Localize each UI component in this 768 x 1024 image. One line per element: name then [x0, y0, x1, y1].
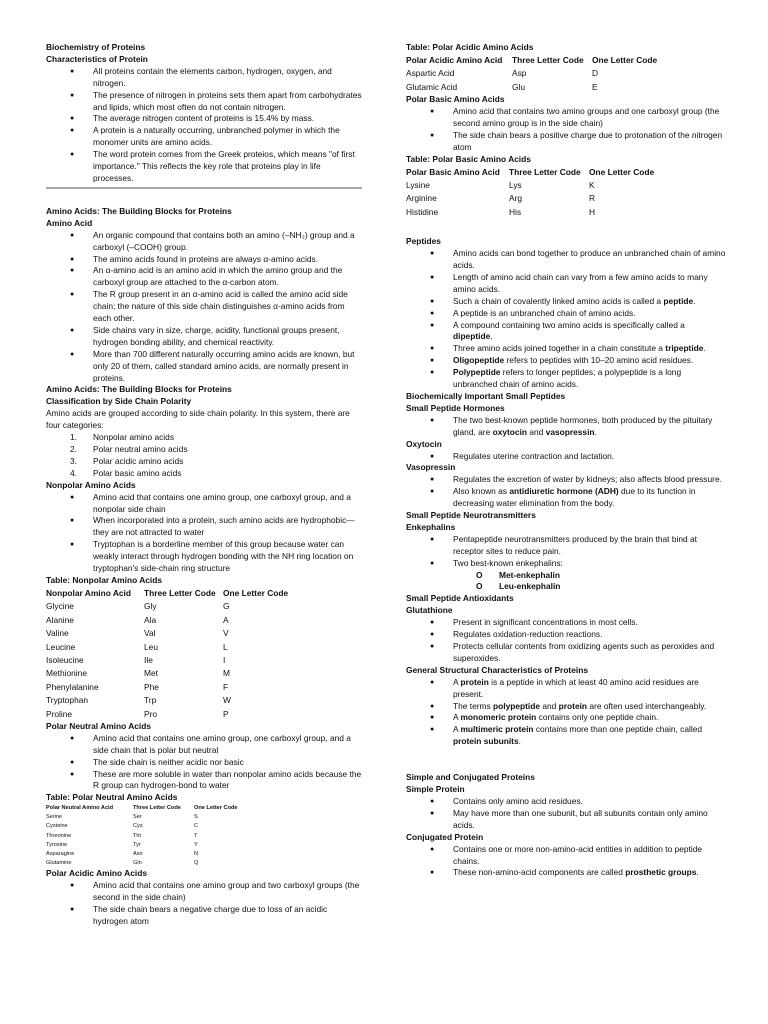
acidic-list — [46, 880, 362, 928]
list-item: ● The average nitrogen content of proteins is 15.4% by mass. — [46, 113, 362, 125]
list-item: ● Regulates the excretion of water by kidneys; also affects blood pressure. — [406, 474, 726, 486]
table-row: Serine Ser S — [46, 814, 198, 821]
enkephalins-heading: Enkephalins — [406, 521, 456, 532]
basic-heading: Polar Basic Amino Acids — [406, 94, 505, 105]
classification-intro: Amino acids are grouped according to side chain polarity. In this system, there are four categories: — [46, 408, 350, 431]
list-item: ● The R group present in an α-amino acid is called the amino acid side chain; the nature of this side chain distinguishes α-amino acids from each other. — [46, 289, 362, 325]
basic-list — [406, 106, 726, 154]
glutathione-heading: Glutathione — [406, 605, 453, 616]
list-item: ● Contains one or more non-amino-acid entities in addition to peptide chains. — [406, 844, 726, 868]
table-row: Phenylalanine Phe F — [46, 681, 229, 692]
list-item: ● When incorporated into a protein, such amino acids are hydrophobic—they are not attracted to water — [46, 515, 362, 539]
list-item: ● The terms polypeptide and protein are often used interchangeably. — [406, 701, 726, 713]
list-item: ● A protein is a peptide in which at least 40 amino acid residues are present. — [406, 677, 726, 701]
classification-list — [46, 432, 362, 480]
table-header-row: Nonpolar Amino Acid Three Letter Code One Letter Code — [46, 587, 289, 598]
list-item: ● Tryptophan is a borderline member of this group because water can weakly interact through hydrogen bonding with the NH ring location on tryptophan's side-chain ring structure — [46, 539, 362, 575]
list-item: ● Amino acid that contains one amino group and two carboxyl groups (the second in the side chain) — [46, 880, 362, 904]
list-item: ● Length of amino acid chain can vary from a few amino acids to many amino acids. — [406, 272, 726, 296]
list-item: ● All proteins contain the elements carbon, hydrogen, oxygen, and nitrogen. — [46, 66, 362, 90]
table-row: Leucine Leu L — [46, 641, 228, 652]
table-row: Glutamic Acid Glu E — [406, 81, 598, 92]
list-item: O Leu-enkephalin — [406, 581, 726, 593]
oxytocin-heading: Oxytocin — [406, 438, 442, 449]
list-item: ● Regulates oxidation-reduction reactions. — [406, 629, 726, 641]
table-row: Histidine His H — [406, 206, 596, 217]
list-item: ● More than 700 different naturally occurring amino acids are known, but only 20 of them, called standard amino acids, are normally present in proteins. — [46, 349, 362, 385]
glutathione-list — [406, 617, 726, 665]
table-row: Tyrosine Tyr Y — [46, 841, 198, 848]
list-item: ● The presence of nitrogen in proteins sets them apart from carbohydrates and lipids, which most often do not contain nitrogen. — [46, 90, 362, 114]
antioxidants-heading: Small Peptide Antioxidants — [406, 593, 514, 604]
list-item: 2. Polar neutral amino acids — [70, 444, 188, 454]
amino-acid-list — [46, 230, 362, 385]
amino-acid-subheading: Amino Acid — [46, 217, 93, 228]
simple-protein-list — [406, 796, 726, 832]
list-item: ● These non-amino-acid components are called prosthetic groups. — [406, 867, 726, 879]
general-list — [406, 677, 726, 748]
enkephalins-list — [406, 534, 726, 570]
peptides-list — [406, 248, 726, 391]
oxytocin-list — [406, 451, 726, 463]
list-item: ● A peptide is an unbranched chain of amino acids. — [406, 308, 726, 320]
table-row: Lysine Lys K — [406, 179, 595, 190]
list-item: ● Regulates uterine contraction and lactation. — [406, 451, 726, 463]
table-row: Aspartic Acid Asp D — [406, 68, 599, 79]
list-item: 1. Nonpolar amino acids — [70, 432, 175, 443]
list-item: O Met-enkephalin — [406, 570, 726, 582]
list-item: ● Side chains vary in size, charge, acidity, functional groups present, hydrogen bonding ability, and chemical reactivity. — [46, 325, 362, 349]
list-item: ● A monomeric protein contains only one peptide chain. — [406, 712, 726, 724]
vasopressin-list — [406, 474, 726, 510]
basic-table — [406, 166, 669, 220]
hormones-list — [406, 415, 726, 439]
acidic-heading: Polar Acidic Amino Acids — [46, 867, 147, 878]
neutral-table-title: Table: Polar Neutral Amino Acids — [46, 792, 178, 803]
list-item: ● Such a chain of covalently linked amino acids is called a peptide. — [406, 296, 726, 308]
table-header-row: Polar Acidic Amino Acid Three Letter Code One Letter Code — [406, 54, 658, 65]
list-item: ● The two best-known peptide hormones, both produced by the pituitary gland, are oxytocin and vasopressin. — [406, 415, 726, 439]
list-item: ● Polypeptide refers to longer peptides; a polypeptide is a long unbranched chain of amino acids. — [406, 367, 726, 391]
list-item: ● An organic compound that contains both an amino (–NH₂) group and a carboxyl (–COOH) group. — [46, 230, 362, 254]
list-item: ● A protein is a naturally occurring, unbranched polymer in which the monomer units are amino acids. — [46, 125, 362, 149]
simple-protein-heading: Simple Protein — [406, 784, 465, 795]
table-row: Methionine Met M — [46, 668, 230, 679]
conjugated-protein-heading: Conjugated Protein — [406, 831, 484, 842]
list-item: ● The side chain is neither acidic nor basic — [46, 757, 362, 769]
list-item: ● Pentapeptide neurotransmitters produced by the brain that bind at receptor sites to reduce pain. — [406, 534, 726, 558]
list-item: ● May have more than one subunit, but all subunits contain only amino acids. — [406, 808, 726, 832]
neurotransmitters-heading: Small Peptide Neurotransmitters — [406, 510, 536, 521]
list-item: ● The side chain bears a positive charge due to protonation of the nitrogen atom — [406, 130, 726, 154]
simple-conjugated-heading: Simple and Conjugated Proteins — [406, 772, 535, 783]
list-item: ● The side chain bears a negative charge due to loss of an acidic hydrogen atom — [46, 904, 362, 928]
left-column — [46, 42, 362, 927]
list-item: 3. Polar acidic amino acids — [70, 455, 184, 466]
table-row: Glycine Gly G — [46, 601, 230, 612]
document-title: Biochemistry of Proteins — [46, 42, 146, 52]
amino-acids-heading: Amino Acids: The Building Blocks for Proteins — [46, 205, 232, 216]
list-item: ● Two best-known enkephalins: — [406, 558, 726, 570]
list-item: ● Protects cellular contents from oxidizing agents such as peroxides and superoxides. — [406, 641, 726, 665]
list-item: ● An α-amino acid is an amino acid in which the amino group and the carboxyl group are attached to the α-carbon atom. — [46, 265, 362, 289]
list-item: ● A compound containing two amino acids is specifically called a dipeptide. — [406, 320, 726, 344]
table-header-row: Polar Basic Amino Acid Three Letter Code One Letter Code — [406, 166, 655, 177]
table-row: Threonine Thr T — [46, 832, 198, 839]
characteristics-heading: Characteristics of Protein — [46, 53, 148, 64]
amino-acids-heading-2: Amino Acids: The Building Blocks for Proteins — [46, 384, 232, 395]
neutral-table — [46, 804, 254, 868]
list-item: ● These are more soluble in water than nonpolar amino acids because the R group can hydrogen-bond to water — [46, 769, 362, 793]
conjugated-protein-list — [406, 844, 726, 880]
list-item: ● Present in significant concentrations in most cells. — [406, 617, 726, 629]
nonpolar-table — [46, 587, 303, 721]
table-row: Valine Val V — [46, 628, 229, 639]
list-item: ● The amino acids found in proteins are always α-amino acids. — [46, 254, 362, 266]
table-row: Asparagine Asn N — [46, 850, 199, 857]
table-row: Arginine Arg R — [406, 193, 596, 204]
list-item: ● Amino acid that contains one amino group, one carboxyl group, and a nonpolar side chain — [46, 492, 362, 516]
list-item: ● Oligopeptide refers to peptides with 10–20 amino acid residues. — [406, 355, 726, 367]
table-row: Proline Pro P — [46, 708, 229, 719]
table-row: Cysteine Cys C — [46, 823, 199, 830]
acidic-table-title: Table: Polar Acidic Amino Acids — [406, 42, 534, 52]
vasopressin-heading: Vasopressin — [406, 462, 456, 473]
small-peptides-heading: Biochemically Important Small Peptides — [406, 390, 566, 401]
list-item: ● Amino acid that contains two amino groups and one carboxyl group (the second amino group is in the side chain) — [406, 106, 726, 130]
table-row: Isoleucine Ile I — [46, 654, 226, 665]
table-header-row: Polar Neutral Amino Acid Three Letter Code One Letter Code — [46, 805, 238, 812]
list-item: ● Three amino acids joined together in a chain constitute a tripeptide. — [406, 343, 726, 355]
right-column — [406, 42, 726, 879]
list-item: ● Amino acids can bond together to produce an unbranched chain of amino acids. — [406, 248, 726, 272]
classification-heading: Classification by Side Chain Polarity — [46, 396, 192, 407]
peptides-heading: Peptides — [406, 236, 441, 247]
enkephalins-sublist — [406, 570, 726, 594]
list-item: ● Also known as antidiuretic hormone (ADH) due to its function in decreasing water elimination from the body. — [406, 486, 726, 510]
general-characteristics-heading: General Structural Characteristics of Proteins — [406, 664, 588, 675]
nonpolar-heading: Nonpolar Amino Acids — [46, 479, 136, 490]
table-row: Glutamine Gln Q — [46, 859, 199, 866]
neutral-heading: Polar Neutral Amino Acids — [46, 720, 152, 731]
list-item: ● The word protein comes from the Greek proteios, which means "of first importance." This reflects the key role that proteins play in life processes. — [46, 149, 362, 185]
basic-table-title: Table: Polar Basic Amino Acids — [406, 153, 531, 164]
hormones-heading: Small Peptide Hormones — [406, 402, 505, 413]
list-item: ● Amino acid that contains one amino group, one carboxyl group, and a side chain that is polar but neutral — [46, 733, 362, 757]
table-row: Tryptophan Trp W — [46, 695, 231, 706]
list-item: ● Contains only amino acid residues. — [406, 796, 726, 808]
characteristics-list — [46, 66, 362, 185]
list-item: ● A multimeric protein contains more than one peptide chain, called protein subunits. — [406, 724, 726, 748]
neutral-list — [46, 733, 362, 793]
nonpolar-table-title: Table: Nonpolar Amino Acids — [46, 574, 163, 585]
table-row: Alanine Ala A — [46, 614, 229, 625]
list-item: 4. Polar basic amino acids — [70, 467, 182, 478]
acidic-table — [406, 54, 672, 94]
nonpolar-list — [46, 492, 362, 575]
